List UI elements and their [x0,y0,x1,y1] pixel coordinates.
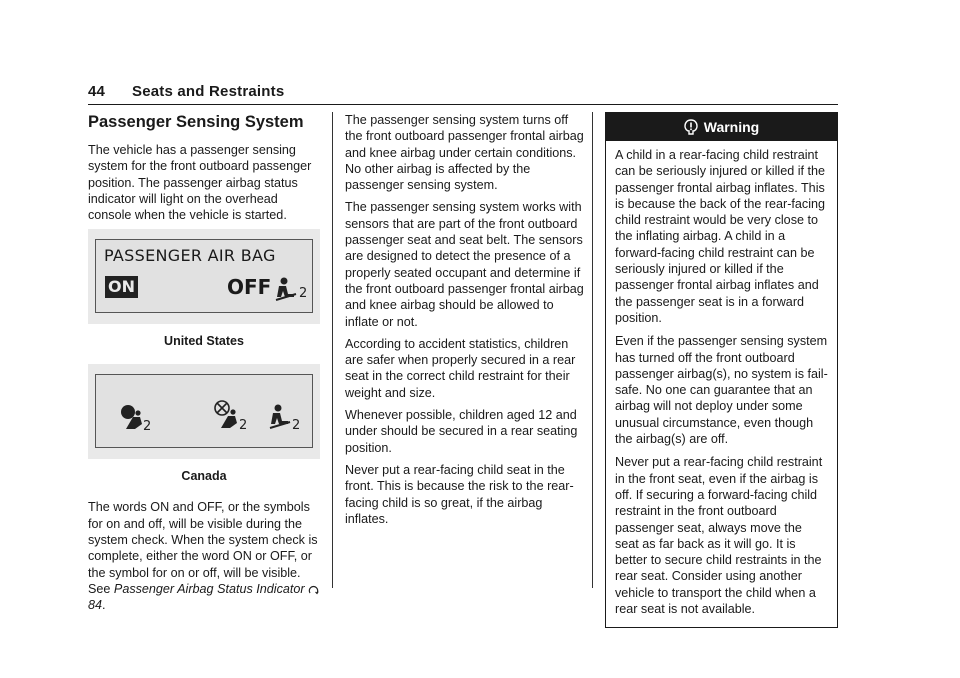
reference-page-number[interactable]: 84 [88,598,103,613]
us-figure-caption: United States [164,334,244,349]
warning-paragraph: Even if the passenger sensing system has turned off the front outboard passenger airbag(s), no system is fail-safe. No one can guarantee that an airbag will not deploy under some unusual circumstance, even though the airbag(s) are off. [615,334,828,447]
airbag-on-symbol-icon [118,403,154,435]
seat-number: 2 [143,419,152,435]
cross-reference-link[interactable]: Passenger Airbag Status Indicator [113,581,305,596]
airbag-status-icon [274,276,308,304]
intro-paragraph: The vehicle has a passenger sensing system for the front outboard passenger position. The passenger airbag status indicator will light on the overhead console when the vehicle is started. [88,143,312,223]
system-check-paragraph: The words ON and OFF, or the symbols for on and off, will be visible during the system check. When the system check is complete, either the word ON or OFF, or the symbol for on or off, will be visible. See Passenger Airbag Status Indicator 84. [88,500,318,613]
canada-indicator-display [95,374,313,448]
column-3 [605,112,838,628]
us-indicator-display [95,239,313,313]
seat-number: 2 [299,286,308,302]
body-paragraph: The passenger sensing system works with sensors that are part of the front outboard passenger seat and seat belt. The sensors are designed to detect the presence of a properly seated occupant and determine if the front outboard passenger frontal airbag and knee airbag should be allowed to inflate or not. [345,200,584,329]
header-rule [88,104,838,105]
warning-title: Warning [703,119,760,135]
warning-header [606,113,837,141]
seat-number: 2 [292,418,301,434]
column-divider [592,112,593,588]
page-reference-icon [308,584,319,595]
warning-body [606,141,837,627]
warning-paragraph: Never put a rear-facing child restraint in the front seat, even if the airbag is off. If securing a forward-facing child restraint in the front outboard passenger seat, always move the seat as far back as it will go. It is better to secure child restraints in the rear seat. Consider using another vehicle to transport the child when a rear seat is not available. [615,455,823,617]
column-1 [88,112,320,620]
airbag-status-icon [266,403,302,435]
section-title: Passenger Sensing System [88,113,304,131]
section-name: Seats and Restraints [132,83,285,100]
page-number: 44 [88,83,106,100]
body-paragraph: Whenever possible, children aged 12 and under should be secured in a rear seating position. [345,408,578,455]
canada-figure-caption: Canada [181,469,227,484]
warning-box [605,112,838,628]
column-2 [345,112,585,533]
seat-number: 2 [239,418,248,434]
off-indicator: OFF [227,275,272,300]
canada-indicator-figure [88,364,320,459]
column-divider [332,112,333,588]
airbag-off-symbol-icon [212,399,252,435]
warning-paragraph: A child in a rear-facing child restraint can be seriously injured or killed if the passenger frontal airbag inflates. This is because the back of the rear-facing child restraint would be very close to the inflating airbag. A child in a forward-facing child restraint can be seriously injured or killed if the passenger frontal airbag inflates and the passenger seat is in a forward position. [615,148,826,325]
on-indicator: ON [105,276,138,298]
indicator-title: PASSENGER AIR BAG [104,246,276,266]
page-header [88,83,284,100]
us-indicator-figure [88,229,320,324]
warning-icon [684,119,698,135]
body-paragraph: According to accident statistics, children are safer when properly secured in a rear seat in the correct child restraint for their weight and size. [345,336,576,400]
body-paragraph: Never put a rear-facing child seat in the front. This is because the risk to the rear-facing child is so great, if the airbag inflates. [345,462,574,526]
body-paragraph: The passenger sensing system turns off the front outboard passenger frontal airbag and knee airbag under certain conditions. No other airbag is affected by the passenger sensing system. [345,113,584,193]
